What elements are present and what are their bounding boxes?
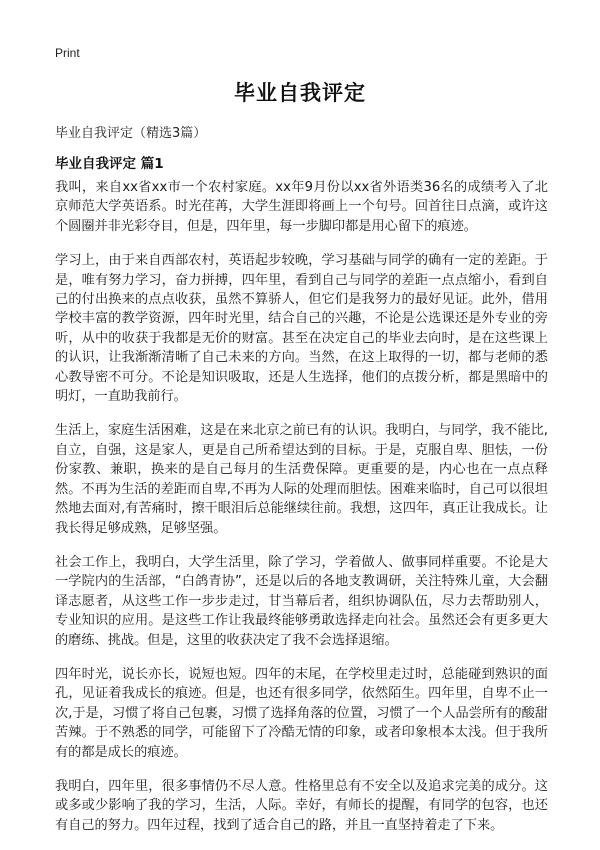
paragraph-intro: 我叫，来自xx省xx市一个农村家庭。xx年9月份以xx省外语类36名的成绩考入了北京师范大学英语系。时光荏苒，大学生涯即将画上一个句号。回首往日点滴，或许这个圆圈并非光彩夺目，但是，四年里，每一步脚印都是用心留下的痕迹。 xyxy=(55,180,548,234)
print-link[interactable]: Print xyxy=(55,46,80,60)
paragraph-four-years: 四年时光，说长亦长，说短也短。四年的末尾，在学校里走过时，总能碰到熟识的面孔，见证着我成长的痕迹。但是，也还有很多同学，依然陌生。四年里，自卑不止一次,于是，习惯了将自己包裹，习惯了选择角落的位置，习惯了一个人品尝所有的酸甜苦辣。于不熟悉的同学，可能留下了冷酷无情的印象，或者印象根本太浅。但于我所有的都是成长的痕迹。 xyxy=(55,666,548,760)
paragraph-life: 生活上，家庭生活困难，这是在来北京之前已有的认识。我明白，与同学，我不能比,自立，自强，这是家人，更是自己所希望达到的目标。于是，克服自卑、胆怯，一份份家教、兼职，换来的是自己每月的生活费保障。更重要的是，内心也在一点点释然。不再为生活的差距而自卑,不再为人际的处理而胆怯。困难来临时，自己可以很坦然地去面对,有苦痛时，擦干眼泪后总能继续往前。我想，这四年，真正让我成长。让我长得足够成熟，足够坚强。 xyxy=(55,423,548,536)
section-heading: 毕业自我评定 篇1 xyxy=(55,156,164,172)
paragraph-study: 学习上，由于来自西部农村，英语起步较晚，学习基础与同学的确有一定的差距。于是，唯有努力学习，奋力拼搏，四年里，看到自己与同学的差距一点点缩小，看到自己的付出换来的点点收获，虽然不算骄人，但它们是我努力的最好见证。此外，借用学校丰富的教学资源，四年时光里，结合自己的兴趣，不论是公选课还是外专业的旁听，从中的收获于我都是无价的财富。甚至在决定自己的毕业去向时，是在这些课上的认识，让我渐渐清晰了自己未来的方向。当然，在这上取得的一切，都与老师的悉心教导密不可分。不论是知识吸取，还是人生选择，他们的点拨分析，都是黑暗中的明灯，一直助我前行。 xyxy=(55,253,548,405)
page-title: 毕业自我评定 xyxy=(234,81,366,105)
article-body xyxy=(55,178,548,850)
document-subtitle: 毕业自我评定（精选3篇） xyxy=(55,126,207,141)
paragraph-reflection: 我明白，四年里，很多事情仍不尽人意。性格里总有不安全以及追求完美的成分。这或多或少影响了我的学习，生活，人际。幸好，有师长的提醒，有同学的包容，也还有自己的努力。四年过程，找到了适合自己的路，并且一直坚持着走了下来。 xyxy=(55,778,548,833)
paragraph-social-work: 社会工作上，我明白，大学生活里，除了学习，学着做人、做事同样重要。不论是大一学院内的生活部，“白鸽青协”，还是以后的各地支教调研，关注特殊儿童，大会翻译志愿者，从这些工作一步步走过，甘当幕后者，组织协调队伍，尽力去帮助别人，专业知识的应用。是这些工作让我最终能够勇敢选择走向社会。虽然还会有更多更大的磨练、挑战。但是，这里的收获决定了我不会选择退缩。 xyxy=(55,554,548,648)
